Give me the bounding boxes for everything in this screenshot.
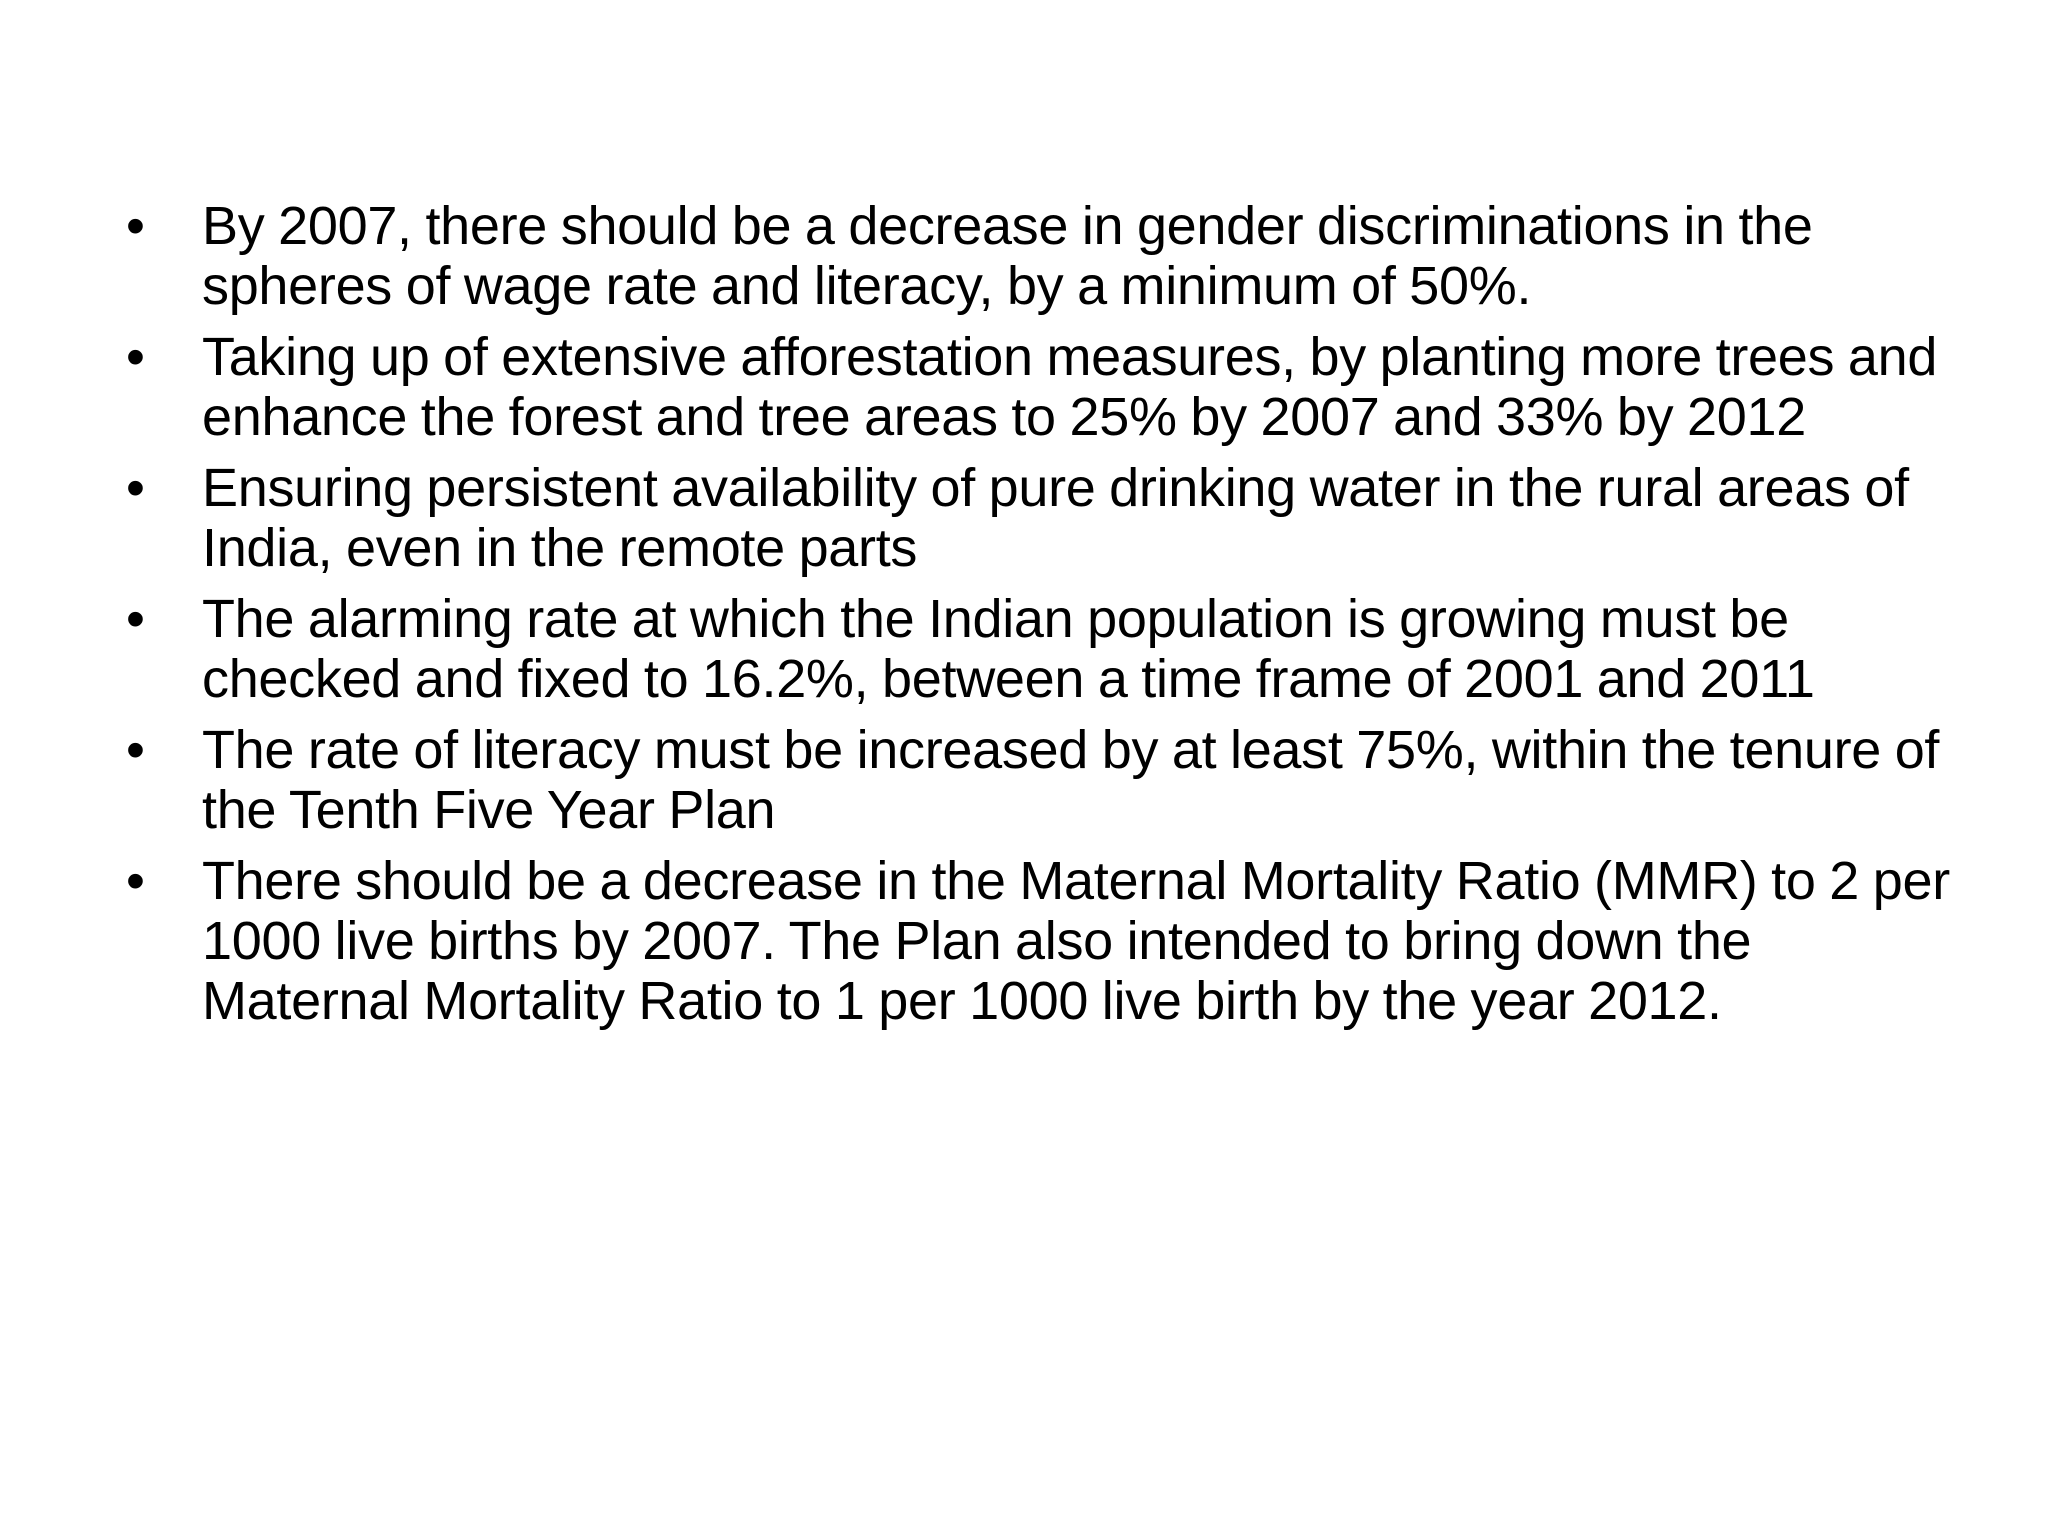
bullet-icon: • [126, 720, 145, 780]
bullet-text: The rate of literacy must be increased by at least 75%, within the tenure of the Tenth Five Year Plan [202, 720, 1940, 840]
bullet-text: There should be a decrease in the Maternal Mortality Ratio (MMR) to 2 per 1000 live births by 2007. The Plan also intended to bring down the Maternal Mortality Ratio to 1 per 1000 live birth by the year 2012. [202, 851, 1950, 1031]
bullet-list [120, 196, 1950, 1031]
bullet-item-maternal-mortality [120, 851, 1950, 1031]
bullet-item-afforestation [120, 327, 1950, 447]
bullet-text: The alarming rate at which the Indian population is growing must be checked and fixed to 16.2%, between a time frame of 2001 and 2011 [202, 589, 1815, 709]
bullet-icon: • [126, 327, 145, 387]
bullet-item-gender-discrimination [120, 196, 1950, 316]
bullet-icon: • [126, 196, 145, 256]
bullet-item-literacy-rate [120, 720, 1950, 840]
bullet-icon: • [126, 589, 145, 649]
bullet-item-drinking-water [120, 458, 1950, 578]
bullet-icon: • [126, 851, 145, 911]
bullet-icon: • [126, 458, 145, 518]
bullet-text: Taking up of extensive afforestation measures, by planting more trees and enhance the forest and tree areas to 25% by 2007 and 33% by 2012 [202, 327, 1938, 447]
bullet-text: By 2007, there should be a decrease in gender discriminations in the spheres of wage rate and literacy, by a minimum of 50%. [202, 196, 1813, 316]
bullet-text: Ensuring persistent availability of pure drinking water in the rural areas of India, even in the remote parts [202, 458, 1909, 578]
bullet-item-population-growth [120, 589, 1950, 709]
slide-content [120, 196, 1950, 1042]
